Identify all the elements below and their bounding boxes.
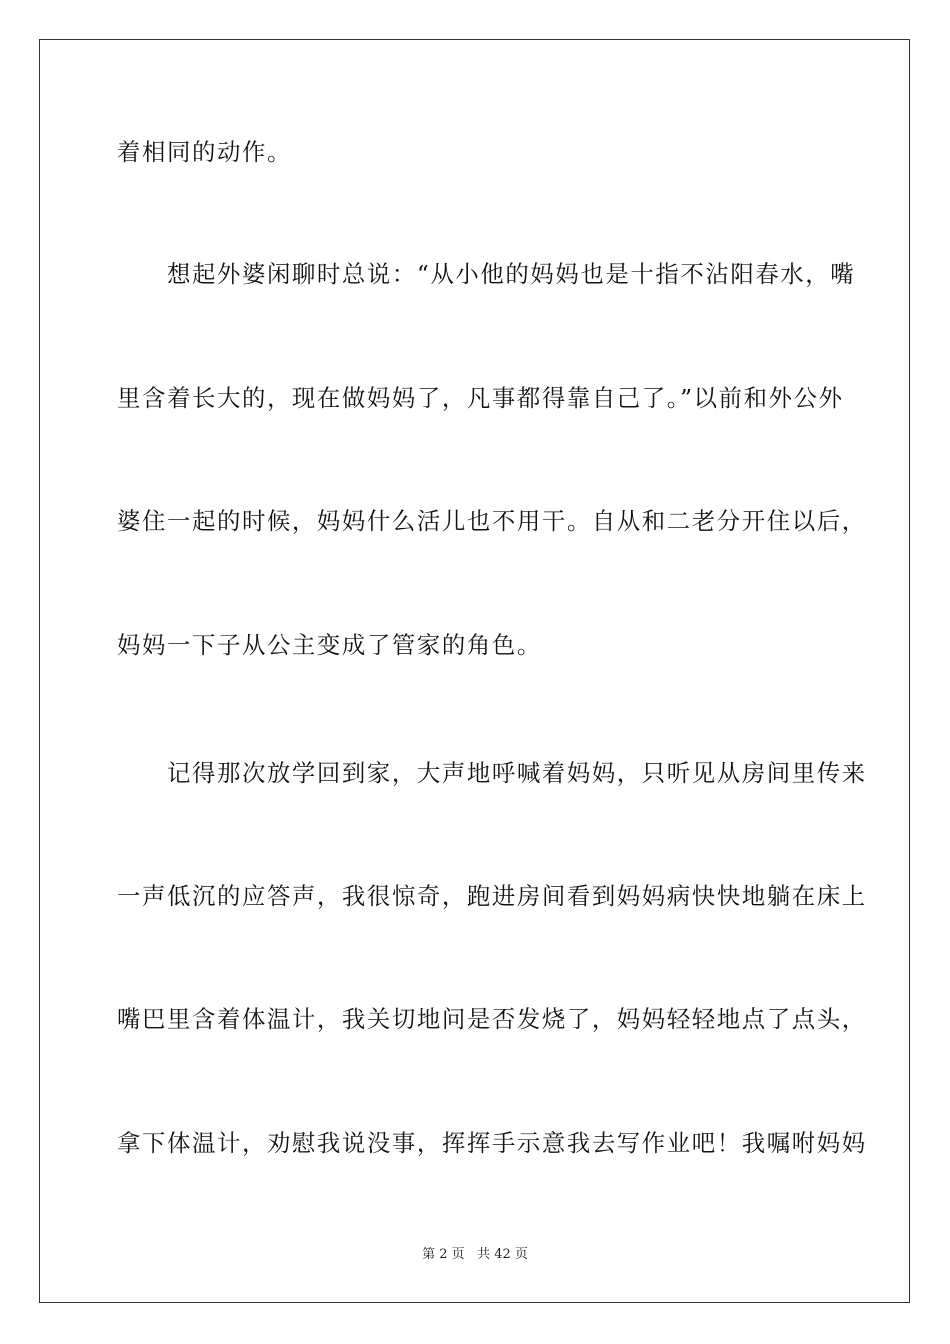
page-number: 第 2 页 — [422, 1247, 465, 1262]
text-line: 想起外婆闲聊时总说：“从小他的妈妈也是十指不沾阳春水，嘴 — [117, 260, 856, 288]
text-line: 拿下体温计，劝慰我说没事，挥挥手示意我去写作业吧！我嘱咐妈妈 — [117, 1129, 867, 1157]
text-line: 嘴巴里含着体温计，我关切地问是否发烧了，妈妈轻轻地点了点头， — [117, 1005, 867, 1033]
page-total: 共 42 页 — [477, 1247, 528, 1262]
text-line: 里含着长大的，现在做妈妈了，凡事都得靠自己了。”以前和外公外 — [117, 384, 844, 412]
text-line: 婆住一起的时候，妈妈什么活儿也不用干。自从和二老分开住以后， — [117, 507, 867, 535]
text-line: 一声低沉的应答声，我很惊奇，跑进房间看到妈妈病快快地躺在床上 — [117, 882, 867, 910]
text-line: 着相同的动作。 — [117, 138, 292, 166]
text-line: 妈妈一下子从公主变成了管家的角色。 — [117, 631, 542, 659]
page-footer — [0, 1247, 950, 1263]
text-line: 记得那次放学回到家，大声地呼喊着妈妈，只听见从房间里传来 — [117, 759, 867, 787]
page-border — [39, 39, 910, 1303]
